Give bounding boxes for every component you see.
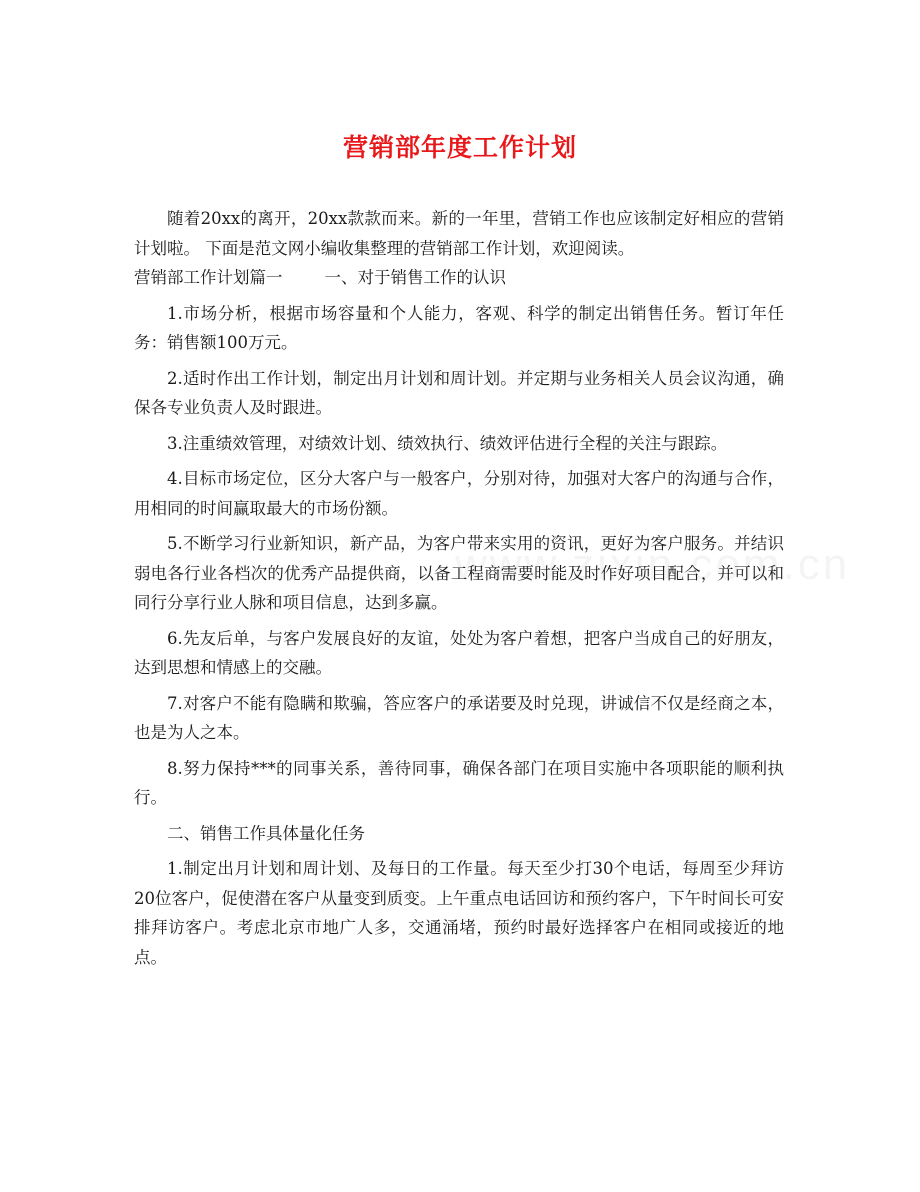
list-item: 6.先友后单，与客户发展良好的友谊，处处为客户着想，把客户当成自己的好朋友，达到思想和情感上的交融。	[134, 628, 784, 677]
list-item: 5.不断学习行业新知识，新产品，为客户带来实用的资讯，更好为客户服务。并结识弱电各行业各档次的优秀产品提供商，以备工程商需要时能及时作好项目配合，并可以和同行分享行业人脉和项目信息，达到多赢。	[134, 534, 784, 612]
list-item: 2.适时作出工作计划，制定出月计划和周计划。并定期与业务相关人员会议沟通，确保各专业负责人及时跟进。	[134, 368, 784, 417]
document-title: 营销部年度工作计划	[342, 133, 577, 162]
list-item: 1.制定出月计划和周计划、及每日的工作量。每天至少打30个电话，每周至少拜访20位客户，促使潜在客户从量变到质变。上午重点电话回访和预约客户，下午时间长可安排拜访客户。考虑北京市地广人多，交通涌堵，预约时最好选择客户在相同或接近的地点。	[134, 859, 784, 967]
document-body	[134, 204, 784, 972]
section-header-right: 一、对于销售工作的认识	[324, 268, 506, 287]
section-header-row	[134, 263, 784, 293]
list-item: 4.目标市场定位，区分大客户与一般客户，分别对待，加强对大客户的沟通与合作，用相同的时间赢取最大的市场份额。	[134, 469, 784, 518]
list-item: 1.市场分析，根据市场容量和个人能力，客观、科学的制定出销售任务。暂订年任务：销售额100万元。	[134, 303, 784, 352]
section-heading: 二、销售工作具体量化任务	[167, 823, 365, 843]
section-header-left: 营销部工作计划篇一	[134, 268, 283, 287]
list-item: 7.对客户不能有隐瞒和欺骗，答应客户的承诺要及时兑现，讲诚信不仅是经商之本，也是为人之本。	[134, 693, 784, 742]
list-item: 8.努力保持***的同事关系，善待同事，确保各部门在项目实施中各项职能的顺利执行。	[134, 758, 784, 807]
list-item: 3.注重绩效管理，对绩效计划、绩效执行、绩效评估进行全程的关注与跟踪。	[167, 433, 728, 453]
intro-paragraph: 随着20xx的离开，20xx款款而来。新的一年里，营销工作也应该制定好相应的营销计划啦。 下面是范文网小编收集整理的营销部工作计划，欢迎阅读。	[134, 209, 784, 258]
